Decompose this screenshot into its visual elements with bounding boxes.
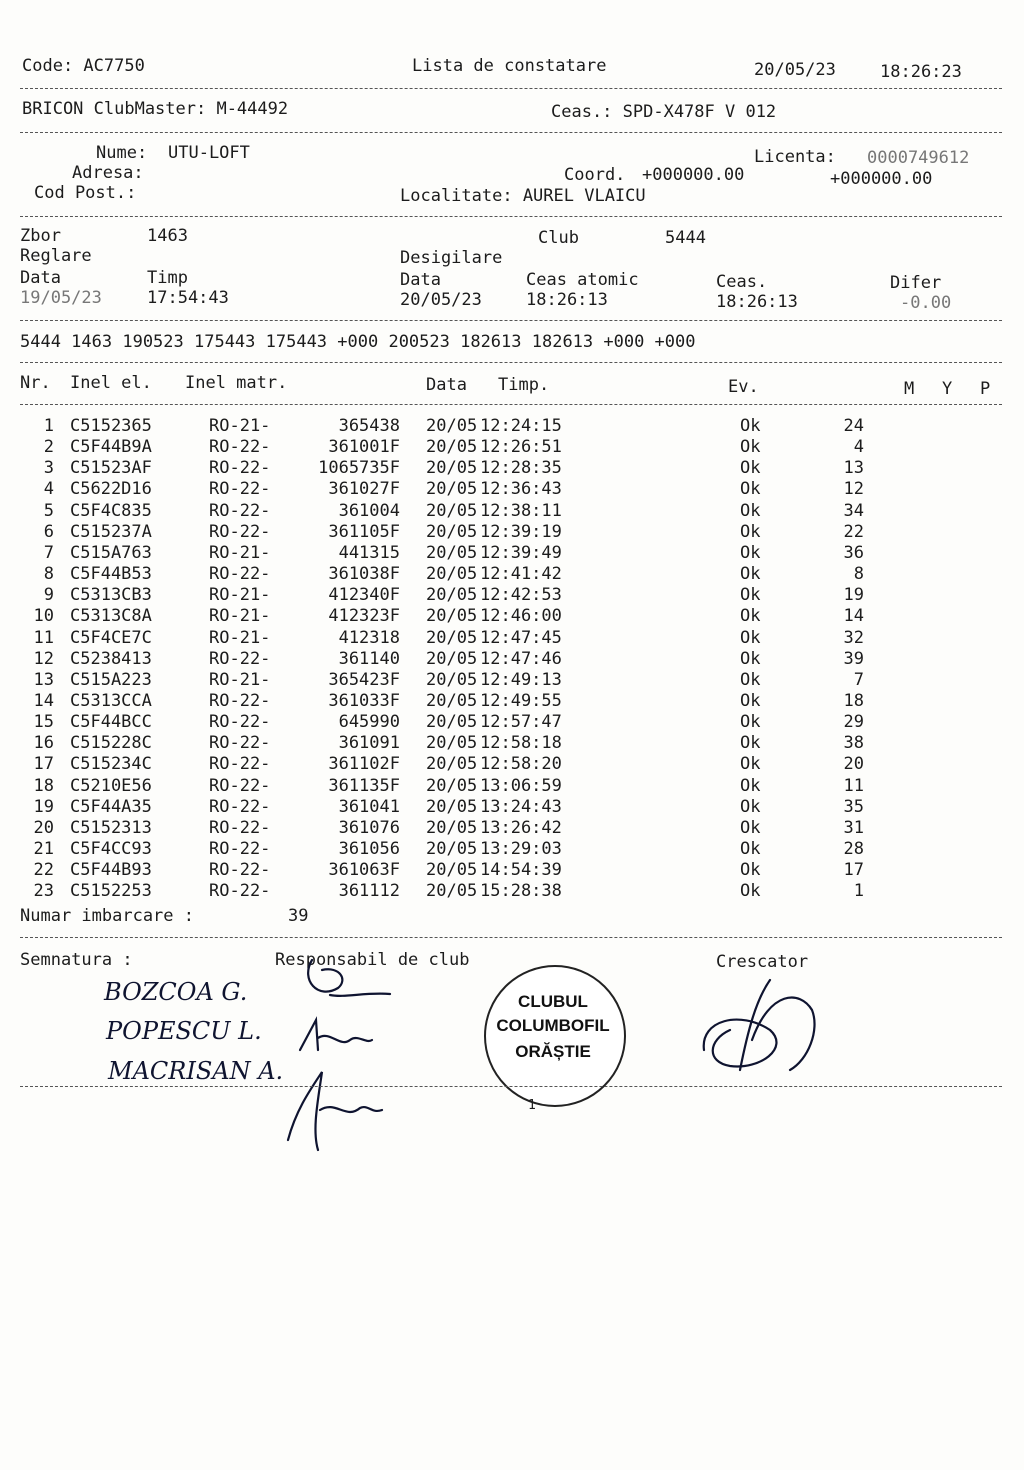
cell-el: C515A223 xyxy=(70,669,152,690)
postcode-label: Cod Post.: xyxy=(34,183,137,203)
cell-nr: 15 xyxy=(33,712,54,733)
cell-timp: 13:26:42 xyxy=(480,817,562,838)
cell-data: 20/05 xyxy=(426,860,478,881)
cell-ser: RO-21- xyxy=(209,542,271,563)
license-label: Licenta: xyxy=(754,147,836,167)
cell-timp: 12:39:49 xyxy=(480,542,562,563)
cell-pos: 8 xyxy=(853,564,864,585)
cell-ser: RO-22- xyxy=(209,881,271,902)
breeder-label: Crescator xyxy=(716,952,809,972)
cell-timp: 13:29:03 xyxy=(480,839,562,859)
col-m: M xyxy=(904,379,915,399)
cell-ser: RO-22- xyxy=(209,817,271,838)
col-inel-matr: Inel matr. xyxy=(185,373,288,393)
cell-mat: 412318 xyxy=(338,627,400,648)
cell-data: 20/05 xyxy=(426,690,478,711)
unsealing-label: Desigilare xyxy=(400,248,503,268)
cell-timp: 12:38:11 xyxy=(480,500,562,521)
cell-ev: Ok xyxy=(740,796,761,817)
cell-timp: 12:24:15 xyxy=(480,416,562,436)
club-label: Club xyxy=(538,228,579,248)
cell-ser: RO-22- xyxy=(209,754,271,775)
code-label: Code: AC7750 xyxy=(22,56,145,76)
cell-mat: 361001F xyxy=(328,437,400,458)
cell-pos: 14 xyxy=(843,606,864,627)
cell-nr: 11 xyxy=(33,627,54,648)
unsealing-clock-time: 18:26:13 xyxy=(716,292,798,312)
cell-nr: 22 xyxy=(33,860,54,881)
cell-ser: RO-21- xyxy=(209,585,271,606)
cell-pos: 38 xyxy=(843,733,864,754)
cell-ev: Ok xyxy=(740,437,761,458)
cell-data: 20/05 xyxy=(426,775,478,796)
cell-data: 20/05 xyxy=(426,521,478,542)
report-title: Lista de constatare xyxy=(412,56,607,76)
cell-ser: RO-22- xyxy=(209,690,271,711)
cell-timp: 12:47:45 xyxy=(480,627,562,648)
cell-mat: 361033F xyxy=(328,690,400,711)
cell-data: 20/05 xyxy=(426,796,478,817)
cell-ser: RO-22- xyxy=(209,437,271,458)
unsealing-date: 20/05/23 xyxy=(400,290,482,310)
cell-nr: 18 xyxy=(33,775,54,796)
cell-data: 20/05 xyxy=(426,437,478,458)
cell-el: C515234C xyxy=(70,754,152,775)
cell-data: 20/05 xyxy=(426,712,478,733)
cell-nr: 6 xyxy=(43,521,54,542)
cell-ser: RO-22- xyxy=(209,796,271,817)
report-date: 20/05/23 xyxy=(754,60,836,80)
cell-pos: 18 xyxy=(843,690,864,711)
cell-ev: Ok xyxy=(740,690,761,711)
cell-pos: 22 xyxy=(843,521,864,542)
col-y: Y xyxy=(942,379,953,399)
stamp-line-2: COLUMBOFIL xyxy=(496,1016,610,1035)
difference-label: Difer xyxy=(890,273,942,293)
cell-el: C5F4CC93 xyxy=(70,839,152,859)
col-data: Data xyxy=(426,375,467,395)
cell-data: 20/05 xyxy=(426,585,478,606)
cell-pos: 28 xyxy=(843,839,864,859)
cell-el: C5238413 xyxy=(70,648,152,669)
cell-data: 20/05 xyxy=(426,754,478,775)
cell-data: 20/05 xyxy=(426,564,478,585)
cell-ser: RO-21- xyxy=(209,669,271,690)
coord-lat: +000000.00 xyxy=(642,165,745,185)
coord-lon: +000000.00 xyxy=(830,169,933,189)
cell-pos: 11 xyxy=(843,775,864,796)
cell-nr: 21 xyxy=(33,839,54,859)
signatory-name-2: POPESCU L. xyxy=(106,1017,262,1045)
club-number: 5444 xyxy=(665,228,706,248)
cell-ev: Ok xyxy=(740,775,761,796)
name-label: Nume: xyxy=(96,143,148,163)
cell-ser: RO-22- xyxy=(209,775,271,796)
cell-el: C5152253 xyxy=(70,881,152,902)
cell-ser: RO-22- xyxy=(209,839,271,859)
flight-label: Zbor xyxy=(20,226,61,246)
cell-nr: 2 xyxy=(43,437,54,458)
cell-nr: 13 xyxy=(33,669,54,690)
cell-pos: 39 xyxy=(843,648,864,669)
cell-data: 20/05 xyxy=(426,458,478,479)
cell-timp: 12:42:53 xyxy=(480,585,562,606)
cell-ev: Ok xyxy=(740,500,761,521)
cell-mat: 361056 xyxy=(338,839,400,859)
cell-el: C5313C8A xyxy=(70,606,152,627)
embark-count-label: Numar imbarcare : xyxy=(20,906,194,926)
stamp-line-3: ORĂȘTIE xyxy=(515,1042,591,1061)
unsealing-date-label: Data xyxy=(400,270,441,290)
difference-value: -0.00 xyxy=(900,293,952,313)
cell-el: C51523AF xyxy=(70,458,152,479)
cell-timp: 13:06:59 xyxy=(480,775,562,796)
cell-timp: 15:28:38 xyxy=(480,881,562,902)
cell-ev: Ok xyxy=(740,669,761,690)
cell-timp: 14:54:39 xyxy=(480,860,562,881)
cell-ev: Ok xyxy=(740,754,761,775)
col-ev: Ev. xyxy=(728,377,759,397)
cell-nr: 4 xyxy=(43,479,54,500)
cell-mat: 645990 xyxy=(338,712,400,733)
cell-pos: 20 xyxy=(843,754,864,775)
embark-count: 39 xyxy=(288,906,309,926)
locality: Localitate: AUREL VLAICU xyxy=(400,186,646,206)
cell-data: 20/05 xyxy=(426,817,478,838)
cell-mat: 361091 xyxy=(338,733,400,754)
cell-timp: 12:49:55 xyxy=(480,690,562,711)
cell-timp: 12:47:46 xyxy=(480,648,562,669)
cell-el: C515228C xyxy=(70,733,152,754)
cell-mat: 1065735F xyxy=(318,458,400,479)
cell-nr: 23 xyxy=(33,881,54,902)
cell-mat: 361105F xyxy=(328,521,400,542)
cell-ev: Ok xyxy=(740,416,761,436)
cell-ev: Ok xyxy=(740,733,761,754)
cell-pos: 12 xyxy=(843,479,864,500)
cell-el: C5F44B9A xyxy=(70,437,152,458)
setting-time-label: Timp xyxy=(147,268,188,288)
coord-label: Coord. xyxy=(564,165,626,185)
unsealing-atomic-time: 18:26:13 xyxy=(526,290,608,310)
cell-el: C5F4CE7C xyxy=(70,627,152,648)
cell-timp: 12:36:43 xyxy=(480,479,562,500)
cell-ev: Ok xyxy=(740,839,761,859)
cell-el: C5F44B53 xyxy=(70,564,152,585)
cell-ev: Ok xyxy=(740,542,761,563)
cell-pos: 31 xyxy=(843,817,864,838)
cell-mat: 412340F xyxy=(328,585,400,606)
cell-timp: 12:41:42 xyxy=(480,564,562,585)
cell-pos: 1 xyxy=(853,881,864,902)
cell-ser: RO-22- xyxy=(209,500,271,521)
cell-ev: Ok xyxy=(740,606,761,627)
cell-ser: RO-21- xyxy=(209,416,271,436)
cell-mat: 361041 xyxy=(338,796,400,817)
report-time: 18:26:23 xyxy=(880,62,962,82)
cell-timp: 12:58:18 xyxy=(480,733,562,754)
col-nr: Nr. xyxy=(20,373,51,393)
cell-data: 20/05 xyxy=(426,542,478,563)
cell-data: 20/05 xyxy=(426,839,478,859)
cell-ev: Ok xyxy=(740,521,761,542)
cell-timp: 12:26:51 xyxy=(480,437,562,458)
cell-ev: Ok xyxy=(740,817,761,838)
cell-ser: RO-21- xyxy=(209,606,271,627)
page-number: 1 xyxy=(528,1098,536,1113)
cell-el: C5622D16 xyxy=(70,479,152,500)
cell-ev: Ok xyxy=(740,458,761,479)
license-number: 0000749612 xyxy=(867,148,970,168)
cell-nr: 19 xyxy=(33,796,54,817)
cell-nr: 14 xyxy=(33,690,54,711)
cell-nr: 10 xyxy=(33,606,54,627)
stamp-line-1: CLUBUL xyxy=(518,992,588,1011)
cell-el: C5210E56 xyxy=(70,775,152,796)
code-line: 5444 1463 190523 175443 175443 +000 200523 182613 182613 +000 +000 xyxy=(20,332,696,352)
cell-el: C5F44A35 xyxy=(70,796,152,817)
cell-pos: 13 xyxy=(843,458,864,479)
cell-data: 20/05 xyxy=(426,627,478,648)
cell-mat: 361063F xyxy=(328,860,400,881)
col-timp: Timp. xyxy=(498,375,550,395)
cell-mat: 361004 xyxy=(338,500,400,521)
cell-el: C5152313 xyxy=(70,817,152,838)
cell-nr: 5 xyxy=(43,500,54,521)
cell-timp: 12:58:20 xyxy=(480,754,562,775)
col-inel-el: Inel el. xyxy=(70,373,152,393)
cell-mat: 412323F xyxy=(328,606,400,627)
cell-ser: RO-22- xyxy=(209,733,271,754)
atomic-clock-label: Ceas atomic xyxy=(526,270,639,290)
cell-timp: 12:46:00 xyxy=(480,606,562,627)
cell-ev: Ok xyxy=(740,881,761,902)
cell-pos: 24 xyxy=(843,416,864,436)
cell-nr: 9 xyxy=(43,585,54,606)
cell-mat: 361135F xyxy=(328,775,400,796)
cell-ev: Ok xyxy=(740,860,761,881)
cell-nr: 17 xyxy=(33,754,54,775)
cell-ser: RO-22- xyxy=(209,458,271,479)
cell-mat: 361112 xyxy=(338,881,400,902)
cell-mat: 361076 xyxy=(338,817,400,838)
cell-mat: 361140 xyxy=(338,648,400,669)
cell-el: C515237A xyxy=(70,521,152,542)
cell-nr: 8 xyxy=(43,564,54,585)
cell-nr: 20 xyxy=(33,817,54,838)
clock-model: Ceas.: SPD-X478F V 012 xyxy=(551,102,777,122)
cell-nr: 16 xyxy=(33,733,54,754)
setting-time: 17:54:43 xyxy=(147,288,229,308)
signature-label: Semnatura : xyxy=(20,950,133,970)
cell-pos: 32 xyxy=(843,627,864,648)
cell-data: 20/05 xyxy=(426,606,478,627)
cell-el: C5313CB3 xyxy=(70,585,152,606)
cell-mat: 361038F xyxy=(328,564,400,585)
cell-ev: Ok xyxy=(740,627,761,648)
cell-nr: 1 xyxy=(43,416,54,436)
setting-date: 19/05/23 xyxy=(20,288,102,308)
cell-mat: 361102F xyxy=(328,754,400,775)
cell-ev: Ok xyxy=(740,648,761,669)
club-responsible-label: Responsabil de club xyxy=(275,950,470,970)
clock-label: Ceas. xyxy=(716,272,768,292)
cell-pos: 4 xyxy=(853,437,864,458)
setting-label: Reglare xyxy=(20,246,92,266)
signatory-name-3: MACRISAN A. xyxy=(108,1057,284,1085)
cell-pos: 35 xyxy=(843,796,864,817)
cell-ev: Ok xyxy=(740,479,761,500)
cell-data: 20/05 xyxy=(426,500,478,521)
cell-el: C5313CCA xyxy=(70,690,152,711)
col-p: P xyxy=(980,379,991,399)
cell-ser: RO-22- xyxy=(209,712,271,733)
cell-ser: RO-21- xyxy=(209,627,271,648)
divider xyxy=(20,1086,1002,1087)
cell-pos: 29 xyxy=(843,712,864,733)
cell-ser: RO-22- xyxy=(209,479,271,500)
cell-ser: RO-22- xyxy=(209,648,271,669)
address-label: Adresa: xyxy=(72,163,144,183)
cell-pos: 19 xyxy=(843,585,864,606)
cell-mat: 361027F xyxy=(328,479,400,500)
cell-timp: 12:39:19 xyxy=(480,521,562,542)
cell-timp: 12:57:47 xyxy=(480,712,562,733)
cell-ser: RO-22- xyxy=(209,860,271,881)
cell-timp: 12:28:35 xyxy=(480,458,562,479)
cell-data: 20/05 xyxy=(426,648,478,669)
cell-nr: 12 xyxy=(33,648,54,669)
cell-mat: 365438 xyxy=(338,416,400,436)
cell-el: C5F4C835 xyxy=(70,500,152,521)
loft-name: UTU-LOFT xyxy=(168,143,250,163)
cell-ser: RO-22- xyxy=(209,521,271,542)
setting-date-label: Data xyxy=(20,268,61,288)
clubmaster-label: BRICON ClubMaster: M-44492 xyxy=(22,99,289,119)
cell-el: C5F44B93 xyxy=(70,860,152,881)
cell-pos: 7 xyxy=(853,669,864,690)
cell-timp: 12:49:13 xyxy=(480,669,562,690)
cell-nr: 7 xyxy=(43,542,54,563)
cell-ser: RO-22- xyxy=(209,564,271,585)
flight-number: 1463 xyxy=(147,226,188,246)
cell-data: 20/05 xyxy=(426,479,478,500)
cell-data: 20/05 xyxy=(426,733,478,754)
cell-data: 20/05 xyxy=(426,416,478,436)
cell-data: 20/05 xyxy=(426,881,478,902)
cell-pos: 36 xyxy=(843,542,864,563)
signatory-name-1: BOZCOA G. xyxy=(104,978,248,1006)
cell-el: C5152365 xyxy=(70,416,152,436)
cell-ev: Ok xyxy=(740,712,761,733)
cell-ev: Ok xyxy=(740,585,761,606)
cell-ev: Ok xyxy=(740,564,761,585)
cell-mat: 365423F xyxy=(328,669,400,690)
cell-pos: 17 xyxy=(843,860,864,881)
cell-data: 20/05 xyxy=(426,669,478,690)
cell-el: C5F44BCC xyxy=(70,712,152,733)
cell-mat: 441315 xyxy=(338,542,400,563)
cell-pos: 34 xyxy=(843,500,864,521)
cell-timp: 13:24:43 xyxy=(480,796,562,817)
cell-el: C515A763 xyxy=(70,542,152,563)
cell-nr: 3 xyxy=(43,458,54,479)
